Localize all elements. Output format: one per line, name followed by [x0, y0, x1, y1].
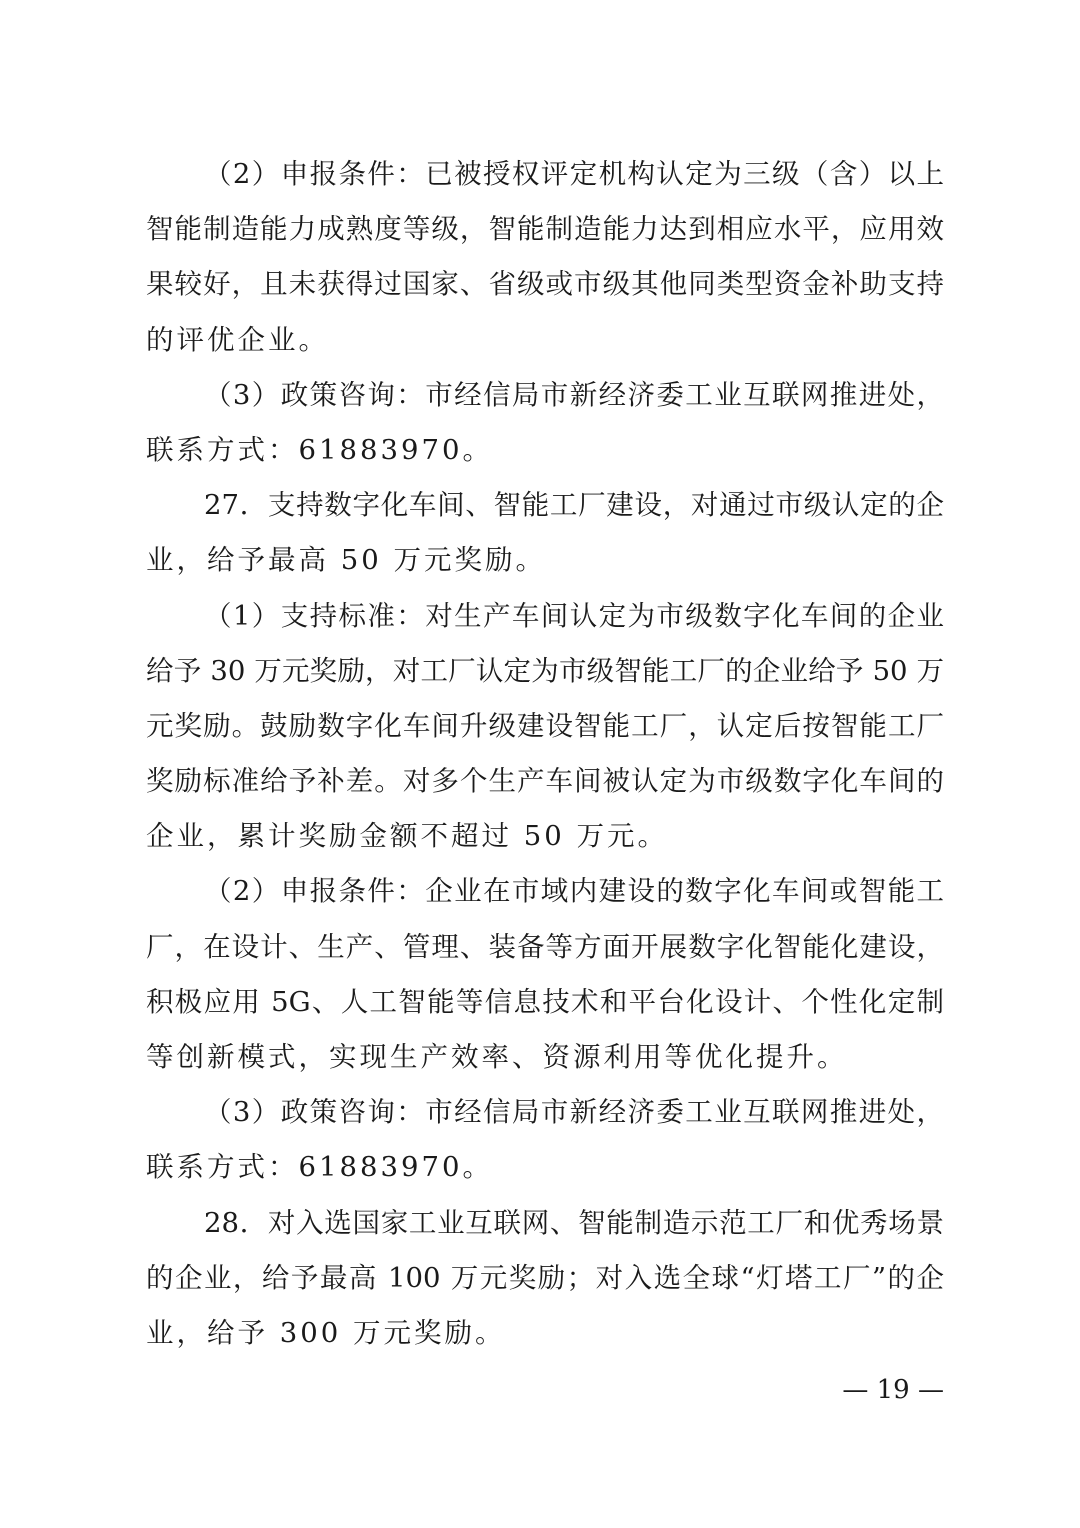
paragraph-line: 27．支持数字化车间、智能工厂建设，对通过市级认定的企	[204, 489, 944, 522]
paragraph-line: （3）政策咨询：市经信局市新经济委工业互联网推进处，	[204, 378, 944, 411]
paragraph-line: （3）政策咨询：市经信局市新经济委工业互联网推进处，	[204, 1096, 944, 1129]
paragraph-line: 积极应用 5G、人工智能等信息技术和平台化设计、个性化定制	[146, 985, 944, 1018]
paragraph-line: 智能制造能力成熟度等级，智能制造能力达到相应水平，应用效	[146, 213, 944, 246]
paragraph-line: （1）支持标准：对生产车间认定为市级数字化车间的企业	[204, 599, 944, 632]
paragraph-line: 厂，在设计、生产、管理、装备等方面开展数字化智能化建设，	[146, 930, 944, 963]
paragraph-line: 的评优企业。	[146, 323, 329, 356]
paragraph-line: （2）申报条件：企业在市域内建设的数字化车间或智能工	[204, 875, 944, 908]
page-number: — 19 —	[842, 1375, 944, 1405]
document-body	[146, 147, 944, 1361]
paragraph-line: （2）申报条件：已被授权评定机构认定为三级（含）以上	[204, 158, 944, 190]
paragraph-line: 28．对入选国家工业互联网、智能制造示范工厂和优秀场景	[204, 1206, 944, 1239]
paragraph-line: 奖励标准给予补差。对多个生产车间被认定为市级数字化车间的	[146, 765, 944, 798]
paragraph-line: 企业，累计奖励金额不超过 50 万元。	[146, 820, 668, 853]
paragraph-line: 业，给予最高 50 万元奖励。	[146, 544, 546, 577]
paragraph-line: 联系方式：61883970。	[146, 1151, 493, 1184]
paragraph-line: 的企业，给予最高 100 万元奖励；对入选全球“灯塔工厂”的企	[146, 1261, 944, 1294]
paragraph-line: 联系方式：61883970。	[146, 433, 493, 466]
paragraph-line: 元奖励。鼓励数字化车间升级建设智能工厂，认定后按智能工厂	[146, 709, 944, 742]
paragraph-line: 等创新模式，实现生产效率、资源利用等优化提升。	[146, 1041, 848, 1073]
paragraph-line: 果较好，且未获得过国家、省级或市级其他同类型资金补助支持	[146, 268, 944, 301]
paragraph-line: 给予 30 万元奖励，对工厂认定为市级智能工厂的企业给予 50 万	[146, 654, 944, 687]
paragraph-line: 业，给予 300 万元奖励。	[146, 1316, 506, 1349]
